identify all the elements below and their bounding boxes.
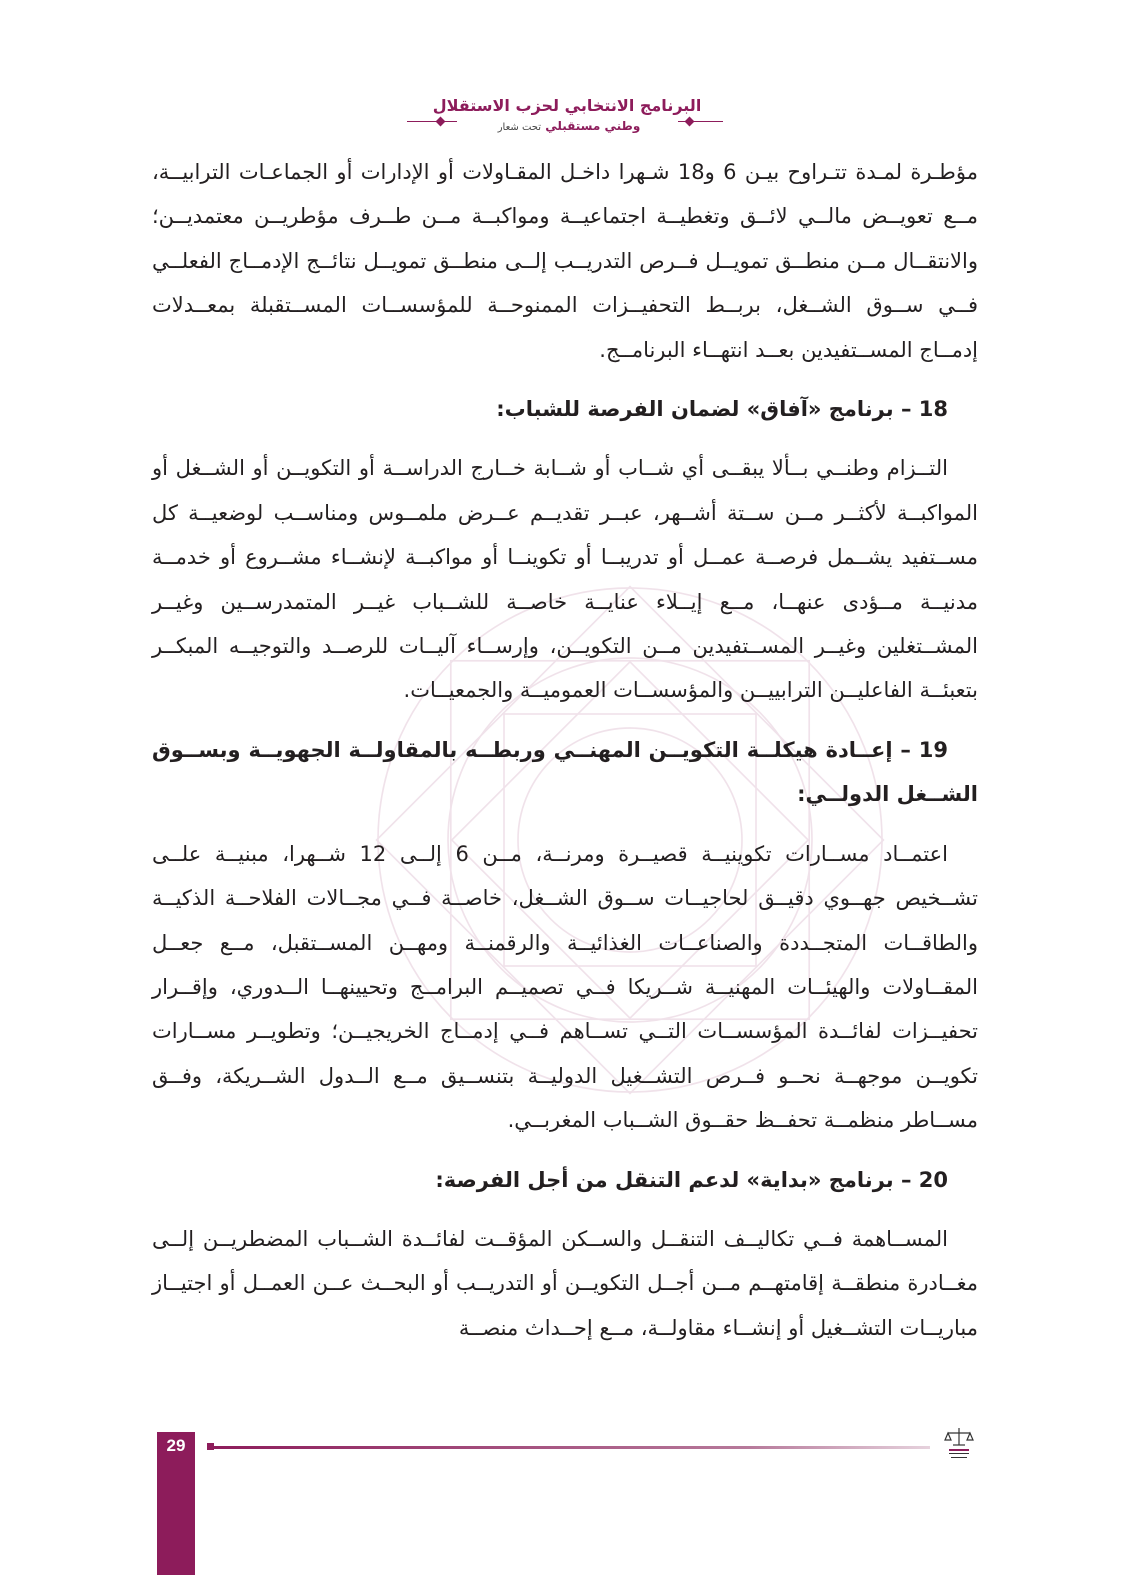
header-subtitle (0, 119, 1134, 133)
spacer (152, 431, 978, 446)
spacer (152, 817, 978, 832)
page-content (152, 150, 978, 1350)
header-rule-left (407, 121, 457, 122)
section-20-body: المســاهمة فــي تكاليــف التنقــل والســكن المؤقــت لفائــدة الشــباب المضطريــن إلــى مغــادرة منطقــة إقامتهــم مــن أجــل التكويــن أو التدريــب أو البحــث عــن العمــل أو اجتيــاز مباريــات التشــغيل أو إنشــاء مقاولــة، مــع إحــداث منصــة (152, 1226, 978, 1340)
footer-rule (210, 1446, 930, 1449)
intro-paragraph: مؤطـرة لمـدة تتـراوح بيـن 6 و18 شـهرا داخـل المقـاولات أو الإدارات أو الجماعـات الترابيــة، مــع تعويــض مالــي لائــق وتغطيــة اجتماعيــة ومواكبــة مــن طــرف مؤطريــن معتمديــن؛ والانتقــال مــن منطــق تمويــل فــرص التدريــب إلــى منطــق تمويــل نتائــج الإدمــاج الفعلــي فــي ســوق الشــغل، بربــط التحفيــزات الممنوحــة للمؤسســات المســتقبلة بمعــدلات إدمــاج المســتفيدين بعــد انتهــاء البرنامــج. (152, 160, 978, 362)
spacer (152, 1143, 978, 1158)
page-header (0, 92, 1134, 152)
header-title: البرنامج الانتخابي لحزب الاستقلال (432, 96, 702, 115)
section-19-heading: 19 – إعــادة هيكلــة التكويــن المهنــي وربطــه بالمقاولــة الجهويــة وبســوق الشــغل الدولــي: (152, 737, 978, 807)
section-18-body: التــزام وطنــي بــألا يبقــى أي شــاب أو شــابة خــارج الدراســة أو التكويــن أو الشــغل أو المواكبــة لأكثــر مــن ســتة أشــهر، عبــر تقديــم عــرض ملمــوس ومناســب لوضعيــة كل مســتفيد يشــمل فرصــة عمــل أو تدريبــا أو تكوينــا أو مواكبــة لإنشــاء مشــروع أو خدمــة مدنيــة مــؤدى عنهــا، مــع إيــلاء عنايــة خاصــة للشــباب غيــر المتمدرســين وغيــر المشــتغلين وغيــر المســتفيدين مــن التكويــن، وإرســاء آليــات للرصــد والتوجيــه المبكــر بتعبئــة الفاعليــن الترابييــن والمؤسســات العموميــة والجمعيــات. (152, 456, 978, 703)
section-19-body: اعتمــاد مســارات تكوينيــة قصيــرة ومرنــة، مــن 6 إلــى 12 شــهرا، مبنيــة علــى تشــخيص جهــوي دقيــق لحاجيــات ســوق الشــغل، خاصــة فــي مجــالات الفلاحــة الذكيــة والطاقــات المتجــددة والصناعــات الغذائيــة والرقمنــة ومهــن المســتقبل، مــع جعــل المقــاولات والهيئــات المهنيــة شــريكا فــي تصميــم البرامــج وتحيينهــا الــدوري، وإقــرار تحفيــزات لفائــدة المؤسســات التــي تســاهم فــي إدمــاج الخريجيــن؛ وتطويــر مســارات تكويــن موجهــة نحــو فــرص التشــغيل الدوليــة بتنســيق مــع الــدول الشــريكة، وفــق مســاطر منظمــة تحفــظ حقــوق الشــباب المغربــي. (152, 841, 978, 1133)
header-slogan-lead: تحت شعار (497, 122, 542, 133)
spacer (152, 372, 978, 387)
section-18-heading: 18 – برنامج «آفاق» لضمان الفرصة للشباب: (496, 397, 948, 422)
spacer (152, 713, 978, 728)
header-slogan: وطني مستقبلي (545, 119, 641, 133)
page-number: 29 (166, 1436, 186, 1455)
section-20-heading: 20 – برنامج «بداية» لدعم التنقل من أجل الفرصة: (435, 1167, 948, 1192)
spacer (152, 1202, 978, 1217)
party-scales-logo-icon (944, 1425, 974, 1465)
